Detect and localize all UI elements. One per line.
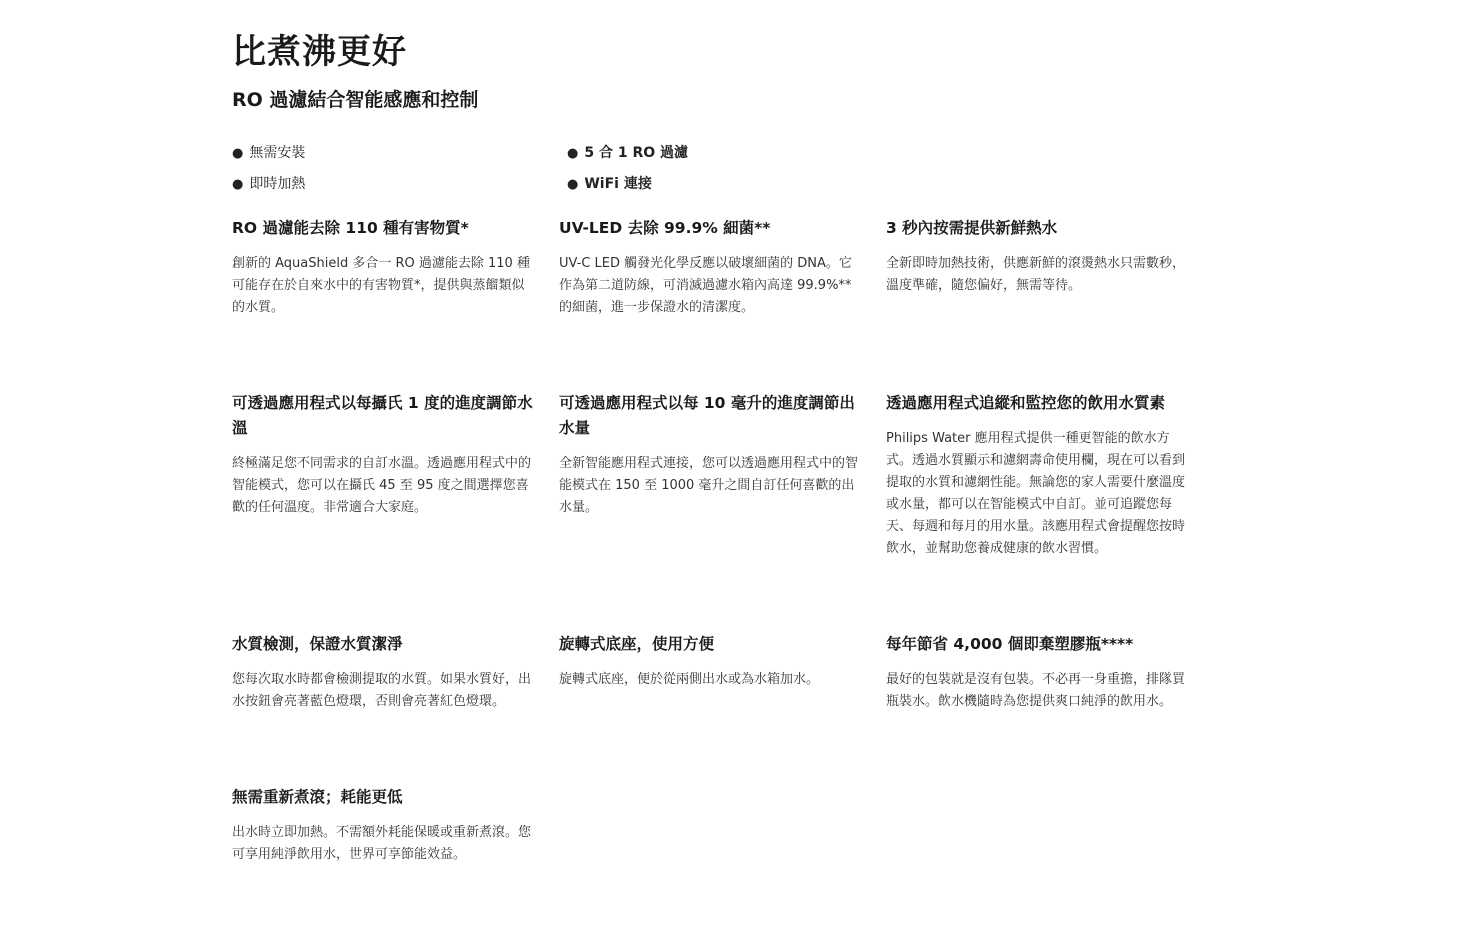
feature-temperature-control (232, 391, 534, 519)
feature-no-reboil (232, 785, 534, 866)
feature-title: 3 秒內按需提供新鮮熱水 (886, 219, 1058, 237)
feature-instant-hot-water (886, 216, 1188, 297)
highlight-item (232, 169, 305, 200)
highlights-column-left (232, 138, 305, 200)
feature-description: 全新即時加熱技術，供應新鮮的滾燙熱水只需數秒，溫度準確，隨您偏好，無需等待。 (886, 256, 1186, 293)
highlight-label: 即時加熱 (249, 176, 306, 192)
feature-description: 您每次取水時都會檢測提取的水質。如果水質好，出水按鈕會亮著藍色燈環，否則會亮著紅色燈環。 (232, 672, 532, 709)
bullet-icon: ● (232, 177, 244, 192)
feature-title: 可透過應用程式以每攝氏 1 度的進度調節水溫 (232, 394, 533, 437)
feature-description: 創新的 AquaShield 多合一 RO 過濾能去除 110 種可能存在於自來水中的有害物質*，提供與蒸餾類似的水質。 (232, 256, 530, 315)
feature-water-quality-tracking (886, 391, 1188, 560)
feature-description: 最好的包裝就是沒有包裝。不必再一身重擔，排隊買瓶裝水。飲水機隨時為您提供爽口純淨的飲用水。 (886, 672, 1186, 709)
feature-title: 可透過應用程式以每 10 毫升的進度調節出水量 (559, 394, 855, 437)
highlight-item (232, 138, 305, 169)
feature-title: 每年節省 4,000 個即棄塑膠瓶**** (886, 635, 1134, 653)
feature-title: 無需重新煮滾；耗能更低 (232, 788, 403, 806)
bullet-icon: ● (232, 146, 244, 161)
feature-ro-filtration (232, 216, 534, 319)
feature-swivel-base (559, 632, 861, 691)
feature-description: 旋轉式底座，便於從兩側出水或為水箱加水。 (559, 672, 820, 687)
feature-title: 旋轉式底座，使用方便 (559, 635, 715, 653)
feature-title: RO 過濾能去除 110 種有害物質* (232, 219, 469, 237)
page-title: 比煮沸更好 (232, 32, 407, 72)
highlights-column-right (567, 138, 688, 200)
page-subtitle: RO 過濾結合智能感應和控制 (232, 89, 479, 111)
feature-description: UV-C LED 觸發光化學反應以破壞細菌的 DNA。它作為第二道防線，可消滅過濾水箱內高達 99.9%** 的細菌，進一步保證水的清潔度。 (559, 256, 852, 315)
highlight-item (567, 138, 688, 169)
feature-uv-led (559, 216, 861, 319)
feature-description: 出水時立即加熱。不需額外耗能保暖或重新煮滾。您可享用純淨飲用水，世界可享節能效益。 (232, 825, 532, 862)
bullet-icon: ● (567, 146, 579, 161)
feature-title: 透過應用程式追縱和監控您的飲用水質素 (886, 394, 1166, 412)
bullet-icon: ● (567, 177, 579, 192)
feature-title: 水質檢測，保證水質潔淨 (232, 635, 403, 653)
highlight-label: 無需安裝 (249, 145, 306, 161)
highlight-label: WiFi 連接 (584, 176, 652, 192)
product-features-section (232, 30, 1212, 198)
highlight-item (567, 169, 688, 200)
highlights-list (232, 138, 1212, 198)
feature-save-plastic-bottles (886, 632, 1188, 713)
feature-title: UV-LED 去除 99.9% 細菌** (559, 219, 771, 237)
feature-description: 全新智能應用程式連接，您可以透過應用程式中的智能模式在 150 至 1000 毫升之間自訂任何喜歡的出水量。 (559, 456, 859, 515)
feature-description: 終極滿足您不同需求的自訂水溫。透過應用程式中的智能模式，您可以在攝氏 45 至 95 度之間選擇您喜歡的任何溫度。非常適合大家庭。 (232, 456, 532, 515)
feature-description: Philips Water 應用程式提供一種更智能的飲水方式。透過水質顯示和濾網壽命使用欄，現在可以看到提取的水質和濾網性能。無論您的家人需要什麼溫度或水量，都可以在智能模式中自訂。並可追蹤您每天、每週和每月的用水量。該應用程式會提醒您按時飲水，並幫助您養成健康的飲水習慣。 (886, 431, 1186, 556)
feature-water-quality-check (232, 632, 534, 713)
highlight-label: 5 合 1 RO 過濾 (584, 145, 689, 161)
feature-volume-control (559, 391, 861, 519)
